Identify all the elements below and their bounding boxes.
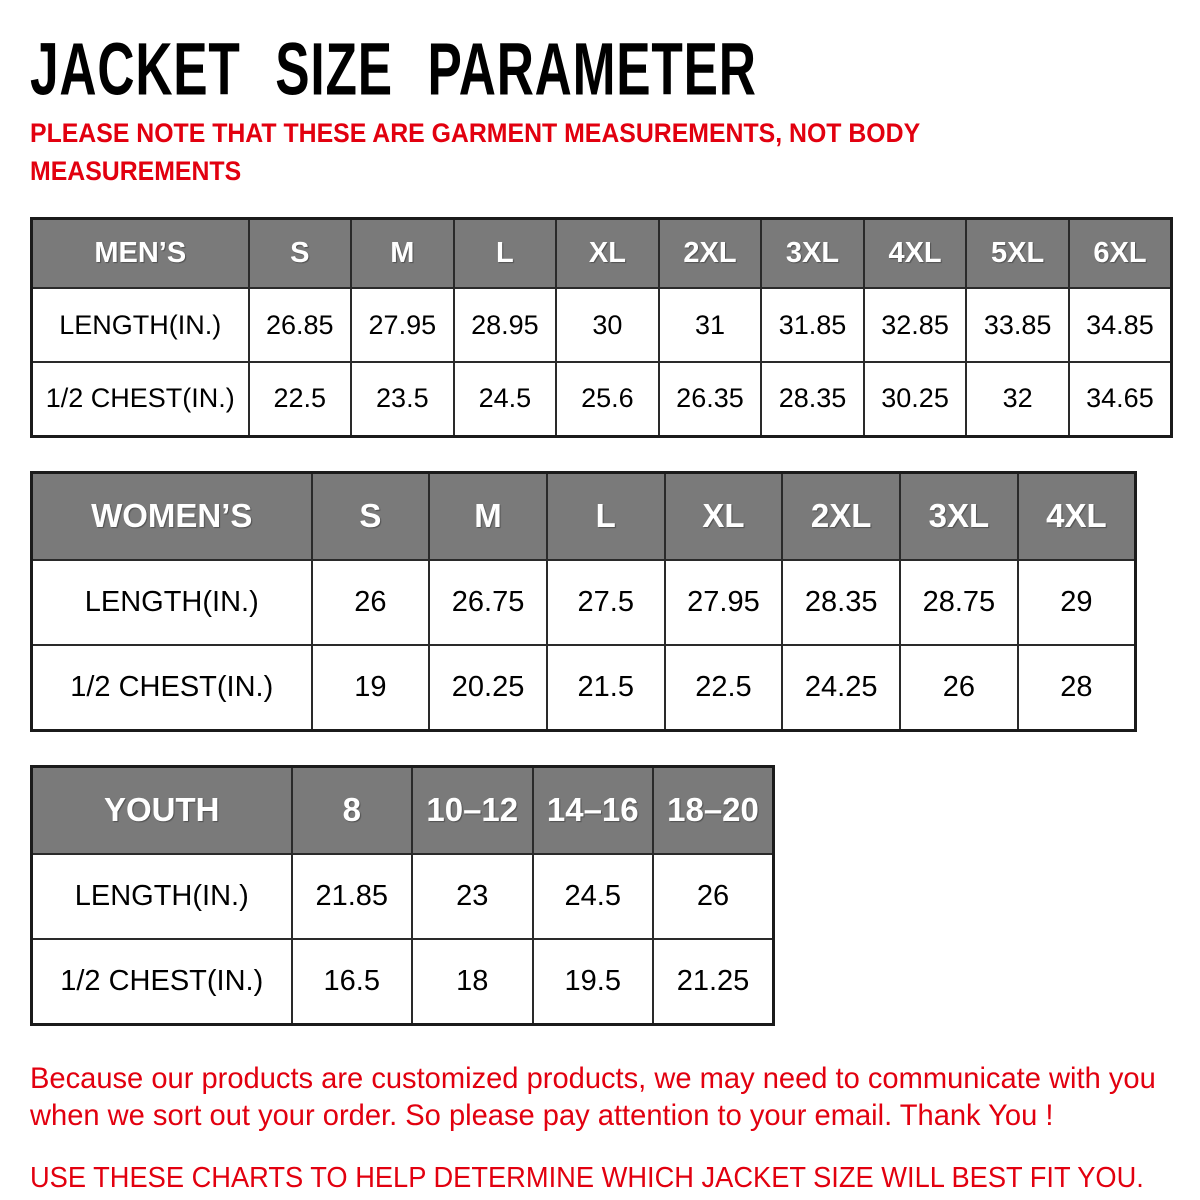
mens-size-header-2xl: 2XL <box>659 218 762 288</box>
length-value: 34.85 <box>1069 288 1172 362</box>
page-title: JACKET SIZE PARAMETER <box>30 27 757 110</box>
chest-value: 19.5 <box>533 939 654 1024</box>
row-label: 1/2 CHEST(IN.) <box>32 939 292 1024</box>
customization-notice-line-1: Because our products are customized products, we may need to communicate with you <box>30 1061 1156 1095</box>
youth-size-header-8: 8 <box>292 766 413 854</box>
length-value: 21.85 <box>292 854 413 939</box>
chart-usage-note: USE THESE CHARTS TO HELP DETERMINE WHICH JACKET SIZE WILL BEST FIT YOU. <box>30 1162 1144 1195</box>
length-value: 27.95 <box>351 288 454 362</box>
chest-value: 21.5 <box>547 645 665 730</box>
womens-size-header-l: L <box>547 472 665 560</box>
length-value: 28.95 <box>454 288 557 362</box>
mens-size-header-m: M <box>351 218 454 288</box>
mens-size-table <box>30 217 1173 438</box>
womens-chest-row <box>32 645 1136 730</box>
length-value: 26 <box>653 854 774 939</box>
chest-value: 26 <box>900 645 1018 730</box>
chest-value: 32 <box>966 362 1069 436</box>
length-value: 24.5 <box>533 854 654 939</box>
womens-size-header-s: S <box>312 472 430 560</box>
mens-length-row <box>32 288 1172 362</box>
womens-size-header-m: M <box>429 472 547 560</box>
mens-size-header-3xl: 3XL <box>761 218 864 288</box>
youth-size-header-10-12: 10–12 <box>412 766 533 854</box>
row-label: LENGTH(IN.) <box>32 288 249 362</box>
mens-size-header-s: S <box>249 218 352 288</box>
womens-size-table <box>30 471 1137 732</box>
chest-value: 23.5 <box>351 362 454 436</box>
chest-value: 28 <box>1018 645 1136 730</box>
mens-size-header-5xl: 5XL <box>966 218 1069 288</box>
row-label: 1/2 CHEST(IN.) <box>32 645 312 730</box>
chest-value: 28.35 <box>761 362 864 436</box>
youth-header-row <box>32 766 774 854</box>
length-value: 26.75 <box>429 560 547 645</box>
length-value: 33.85 <box>966 288 1069 362</box>
chest-value: 24.25 <box>782 645 900 730</box>
womens-table-title: WOMEN’S <box>32 472 312 560</box>
mens-size-header-l: L <box>454 218 557 288</box>
mens-table-title: MEN’S <box>32 218 249 288</box>
chest-value: 22.5 <box>665 645 783 730</box>
length-value: 27.5 <box>547 560 665 645</box>
length-value: 30 <box>556 288 659 362</box>
note-line-1: PLEASE NOTE THAT THESE ARE GARMENT MEASUREMENTS, NOT BODY <box>30 118 921 148</box>
chest-value: 19 <box>312 645 430 730</box>
row-label: LENGTH(IN.) <box>32 560 312 645</box>
length-value: 31 <box>659 288 762 362</box>
chest-value: 16.5 <box>292 939 413 1024</box>
youth-table-title: YOUTH <box>32 766 292 854</box>
chest-value: 20.25 <box>429 645 547 730</box>
womens-size-header-xl: XL <box>665 472 783 560</box>
youth-size-header-18-20: 18–20 <box>653 766 774 854</box>
length-value: 32.85 <box>864 288 967 362</box>
chest-value: 18 <box>412 939 533 1024</box>
length-value: 26 <box>312 560 430 645</box>
garment-measurement-note <box>30 114 1106 191</box>
youth-size-header-14-16: 14–16 <box>533 766 654 854</box>
customization-notice-line-2: when we sort out your order. So please pay attention to your email. Thank You ! <box>30 1099 1054 1133</box>
mens-size-header-6xl: 6XL <box>1069 218 1172 288</box>
length-value: 27.95 <box>665 560 783 645</box>
mens-chest-row <box>32 362 1172 436</box>
length-value: 28.75 <box>900 560 1018 645</box>
womens-size-header-3xl: 3XL <box>900 472 1018 560</box>
chest-value: 25.6 <box>556 362 659 436</box>
mens-header-row <box>32 218 1172 288</box>
womens-size-header-2xl: 2XL <box>782 472 900 560</box>
womens-length-row <box>32 560 1136 645</box>
length-value: 31.85 <box>761 288 864 362</box>
womens-header-row <box>32 472 1136 560</box>
row-label: 1/2 CHEST(IN.) <box>32 362 249 436</box>
length-value: 28.35 <box>782 560 900 645</box>
chest-value: 24.5 <box>454 362 557 436</box>
chest-value: 34.65 <box>1069 362 1172 436</box>
chest-value: 30.25 <box>864 362 967 436</box>
length-value: 26.85 <box>249 288 352 362</box>
chest-value: 21.25 <box>653 939 774 1024</box>
length-value: 29 <box>1018 560 1136 645</box>
mens-size-header-4xl: 4XL <box>864 218 967 288</box>
row-label: LENGTH(IN.) <box>32 854 292 939</box>
womens-size-header-4xl: 4XL <box>1018 472 1136 560</box>
chest-value: 22.5 <box>249 362 352 436</box>
youth-size-table <box>30 765 775 1026</box>
customization-notice <box>30 1060 1165 1136</box>
mens-size-header-xl: XL <box>556 218 659 288</box>
note-line-2: MEASUREMENTS <box>30 156 242 187</box>
youth-length-row <box>32 854 774 939</box>
chest-value: 26.35 <box>659 362 762 436</box>
length-value: 23 <box>412 854 533 939</box>
youth-chest-row <box>32 939 774 1024</box>
